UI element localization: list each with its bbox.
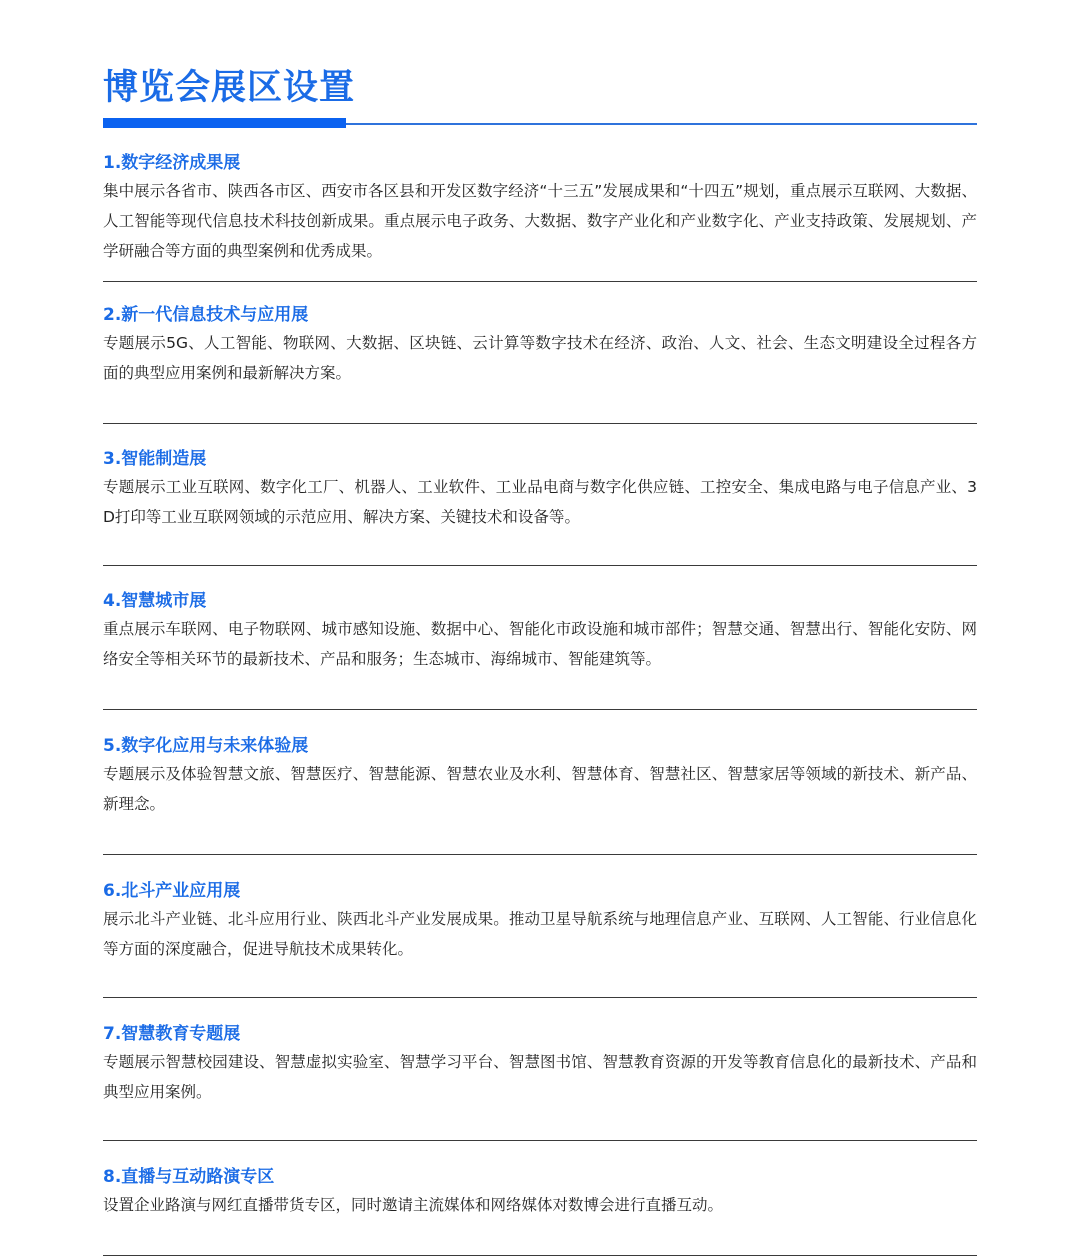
zone-section-8 xyxy=(103,1164,977,1256)
zone-description: 专题展示智慧校园建设、智慧虚拟实验室、智慧学习平台、智慧图书馆、智慧教育资源的开发等教育信息化的最新技术、产品和典型应用案例。 xyxy=(103,1053,977,1101)
title-underline-thick xyxy=(103,118,346,128)
zone-title: 6.北斗产业应用展 xyxy=(103,881,241,901)
zone-description: 专题展示5G、人工智能、物联网、大数据、区块链、云计算等数字技术在经济、政治、人文、社会、生态文明建设全过程各方面的典型应用案例和最新解决方案。 xyxy=(103,334,977,382)
zone-section-6 xyxy=(103,878,977,998)
zone-section-4 xyxy=(103,588,977,710)
zone-description: 集中展示各省市、陕西各市区、西安市各区县和开发区数字经济“十三五”发展成果和“十四五”规划，重点展示互联网、大数据、人工智能等现代信息技术科技创新成果。重点展示电子政务、大数据、数字产业化和产业数字化、产业支持政策、发展规划、产学研融合等方面的典型案例和优秀成果。 xyxy=(103,182,977,260)
page-title: 博览会展区设置 xyxy=(103,68,356,108)
exhibition-zone-list xyxy=(103,150,977,1256)
zone-title: 1.数字经济成果展 xyxy=(103,153,241,173)
zone-section-1 xyxy=(103,150,977,282)
zone-section-7 xyxy=(103,1021,977,1141)
zone-title: 8.直播与互动路演专区 xyxy=(103,1167,275,1187)
zone-title: 5.数字化应用与未来体验展 xyxy=(103,736,309,756)
zone-title: 2.新一代信息技术与应用展 xyxy=(103,305,309,325)
zone-description: 设置企业路演与网红直播带货专区，同时邀请主流媒体和网络媒体对数博会进行直播互动。 xyxy=(103,1196,724,1214)
zone-title: 7.智慧教育专题展 xyxy=(103,1024,241,1044)
title-underline xyxy=(103,118,977,130)
zone-description: 专题展示及体验智慧文旅、智慧医疗、智慧能源、智慧农业及水利、智慧体育、智慧社区、智慧家居等领域的新技术、新产品、新理念。 xyxy=(103,765,977,813)
zone-section-2 xyxy=(103,302,977,424)
zone-section-3 xyxy=(103,446,977,566)
zone-description: 展示北斗产业链、北斗应用行业、陕西北斗产业发展成果。推动卫星导航系统与地理信息产业、互联网、人工智能、行业信息化等方面的深度融合，促进导航技术成果转化。 xyxy=(103,910,977,958)
zone-title: 4.智慧城市展 xyxy=(103,591,207,611)
zone-description: 专题展示工业互联网、数字化工厂、机器人、工业软件、工业品电商与数字化供应链、工控安全、集成电路与电子信息产业、3D打印等工业互联网领域的示范应用、解决方案、关键技术和设备等。 xyxy=(103,478,977,526)
zone-section-5 xyxy=(103,733,977,855)
zone-description: 重点展示车联网、电子物联网、城市感知设施、数据中心、智能化市政设施和城市部件；智慧交通、智慧出行、智能化安防、网络安全等相关环节的最新技术、产品和服务；生态城市、海绵城市、智能建筑等。 xyxy=(103,620,977,668)
zone-title: 3.智能制造展 xyxy=(103,449,207,469)
